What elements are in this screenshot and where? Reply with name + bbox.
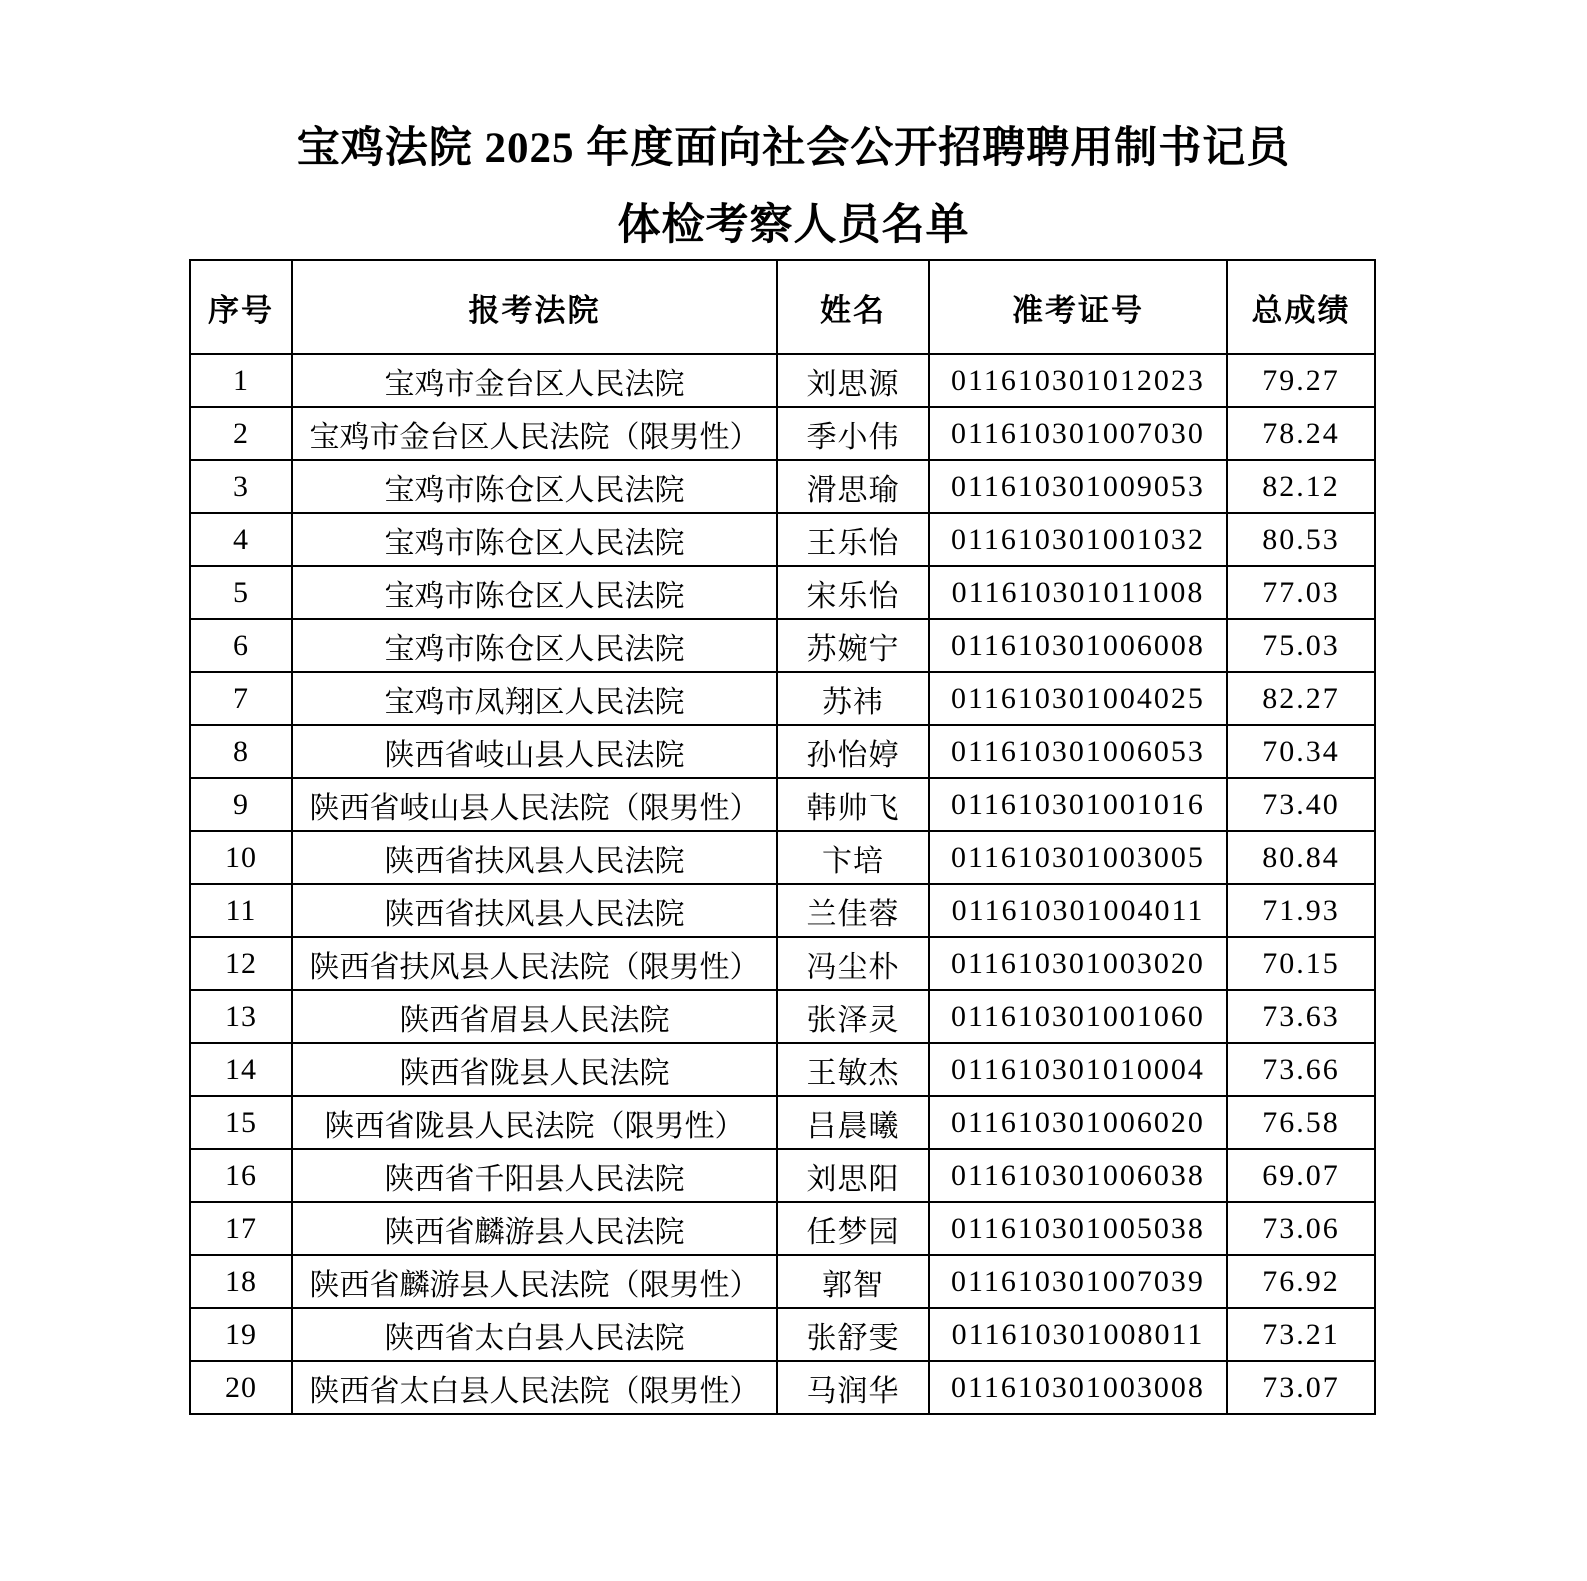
- name-cell: 卞培: [777, 831, 929, 884]
- name-cell: 韩帅飞: [777, 778, 929, 831]
- total-score-cell: 73.07: [1227, 1361, 1375, 1414]
- serial-number-cell: 16: [190, 1149, 292, 1202]
- applied-court-cell: 陕西省麟游县人民法院: [292, 1202, 777, 1255]
- total-score-cell: 80.84: [1227, 831, 1375, 884]
- ticket-number-cell: 011610301012023: [929, 354, 1227, 407]
- name-cell: 刘思源: [777, 354, 929, 407]
- serial-number-cell: 10: [190, 831, 292, 884]
- table-row: [190, 1096, 1375, 1149]
- total-score-cell: 79.27: [1227, 354, 1375, 407]
- total-score-cell: 73.66: [1227, 1043, 1375, 1096]
- header-total-score: 总成绩: [1227, 260, 1375, 354]
- applied-court-cell: 陕西省陇县人民法院: [292, 1043, 777, 1096]
- document-title-line-1: 宝鸡法院 2025 年度面向社会公开招聘聘用制书记员: [296, 125, 1291, 172]
- total-score-cell: 70.34: [1227, 725, 1375, 778]
- applied-court-cell: 宝鸡市凤翔区人民法院: [292, 672, 777, 725]
- serial-number-cell: 3: [190, 460, 292, 513]
- table-row: [190, 1255, 1375, 1308]
- applied-court-cell: 陕西省太白县人民法院: [292, 1308, 777, 1361]
- ticket-number-cell: 011610301004025: [929, 672, 1227, 725]
- ticket-number-cell: 011610301006053: [929, 725, 1227, 778]
- total-score-cell: 69.07: [1227, 1149, 1375, 1202]
- table-row: [190, 937, 1375, 990]
- serial-number-cell: 12: [190, 937, 292, 990]
- applied-court-cell: 陕西省麟游县人民法院（限男性）: [292, 1255, 777, 1308]
- serial-number-cell: 5: [190, 566, 292, 619]
- table-row: [190, 1043, 1375, 1096]
- name-cell: 冯尘朴: [777, 937, 929, 990]
- ticket-number-cell: 011610301005038: [929, 1202, 1227, 1255]
- serial-number-cell: 13: [190, 990, 292, 1043]
- ticket-number-cell: 011610301004011: [929, 884, 1227, 937]
- applied-court-cell: 陕西省扶风县人民法院（限男性）: [292, 937, 777, 990]
- table-header-row: [190, 260, 1375, 354]
- serial-number-cell: 18: [190, 1255, 292, 1308]
- ticket-number-cell: 011610301006008: [929, 619, 1227, 672]
- applied-court-cell: 陕西省眉县人民法院: [292, 990, 777, 1043]
- table-row: [190, 1202, 1375, 1255]
- total-score-cell: 77.03: [1227, 566, 1375, 619]
- total-score-cell: 82.12: [1227, 460, 1375, 513]
- total-score-cell: 78.24: [1227, 407, 1375, 460]
- document-title-line-2: 体检考察人员名单: [617, 202, 970, 249]
- name-cell: 吕晨曦: [777, 1096, 929, 1149]
- total-score-cell: 80.53: [1227, 513, 1375, 566]
- header-ticket-number: 准考证号: [929, 260, 1227, 354]
- table-row: [190, 990, 1375, 1043]
- ticket-number-cell: 011610301006020: [929, 1096, 1227, 1149]
- table-row: [190, 725, 1375, 778]
- total-score-cell: 76.58: [1227, 1096, 1375, 1149]
- applied-court-cell: 陕西省扶风县人民法院: [292, 831, 777, 884]
- ticket-number-cell: 011610301001016: [929, 778, 1227, 831]
- applied-court-cell: 宝鸡市陈仓区人民法院: [292, 566, 777, 619]
- table-row: [190, 884, 1375, 937]
- total-score-cell: 76.92: [1227, 1255, 1375, 1308]
- serial-number-cell: 4: [190, 513, 292, 566]
- name-cell: 任梦园: [777, 1202, 929, 1255]
- applied-court-cell: 宝鸡市金台区人民法院: [292, 354, 777, 407]
- roster-table: [189, 259, 1376, 1415]
- table-row: [190, 1149, 1375, 1202]
- applied-court-cell: 陕西省陇县人民法院（限男性）: [292, 1096, 777, 1149]
- total-score-cell: 82.27: [1227, 672, 1375, 725]
- serial-number-cell: 11: [190, 884, 292, 937]
- name-cell: 张舒雯: [777, 1308, 929, 1361]
- ticket-number-cell: 011610301001060: [929, 990, 1227, 1043]
- serial-number-cell: 6: [190, 619, 292, 672]
- total-score-cell: 70.15: [1227, 937, 1375, 990]
- table-row: [190, 672, 1375, 725]
- applied-court-cell: 陕西省岐山县人民法院（限男性）: [292, 778, 777, 831]
- ticket-number-cell: 011610301003008: [929, 1361, 1227, 1414]
- table-row: [190, 1361, 1375, 1414]
- table-row: [190, 513, 1375, 566]
- name-cell: 苏祎: [777, 672, 929, 725]
- table-row: [190, 619, 1375, 672]
- serial-number-cell: 19: [190, 1308, 292, 1361]
- total-score-cell: 75.03: [1227, 619, 1375, 672]
- total-score-cell: 73.63: [1227, 990, 1375, 1043]
- ticket-number-cell: 011610301001032: [929, 513, 1227, 566]
- name-cell: 王乐怡: [777, 513, 929, 566]
- total-score-cell: 73.06: [1227, 1202, 1375, 1255]
- serial-number-cell: 8: [190, 725, 292, 778]
- table-row: [190, 460, 1375, 513]
- name-cell: 滑思瑜: [777, 460, 929, 513]
- serial-number-cell: 15: [190, 1096, 292, 1149]
- table-row: [190, 566, 1375, 619]
- header-serial-number: 序号: [190, 260, 292, 354]
- serial-number-cell: 2: [190, 407, 292, 460]
- table-row: [190, 778, 1375, 831]
- name-cell: 兰佳蓉: [777, 884, 929, 937]
- applied-court-cell: 宝鸡市陈仓区人民法院: [292, 619, 777, 672]
- table-row: [190, 407, 1375, 460]
- name-cell: 宋乐怡: [777, 566, 929, 619]
- ticket-number-cell: 011610301003005: [929, 831, 1227, 884]
- name-cell: 张泽灵: [777, 990, 929, 1043]
- serial-number-cell: 14: [190, 1043, 292, 1096]
- header-name: 姓名: [777, 260, 929, 354]
- ticket-number-cell: 011610301007030: [929, 407, 1227, 460]
- ticket-number-cell: 011610301009053: [929, 460, 1227, 513]
- applied-court-cell: 宝鸡市陈仓区人民法院: [292, 513, 777, 566]
- header-applied-court: 报考法院: [292, 260, 777, 354]
- serial-number-cell: 1: [190, 354, 292, 407]
- name-cell: 苏婉宁: [777, 619, 929, 672]
- ticket-number-cell: 011610301007039: [929, 1255, 1227, 1308]
- table-row: [190, 1308, 1375, 1361]
- applied-court-cell: 陕西省太白县人民法院（限男性）: [292, 1361, 777, 1414]
- ticket-number-cell: 011610301003020: [929, 937, 1227, 990]
- applied-court-cell: 陕西省岐山县人民法院: [292, 725, 777, 778]
- name-cell: 孙怡婷: [777, 725, 929, 778]
- applied-court-cell: 宝鸡市陈仓区人民法院: [292, 460, 777, 513]
- name-cell: 季小伟: [777, 407, 929, 460]
- name-cell: 王敏杰: [777, 1043, 929, 1096]
- ticket-number-cell: 011610301010004: [929, 1043, 1227, 1096]
- name-cell: 郭智: [777, 1255, 929, 1308]
- ticket-number-cell: 011610301008011: [929, 1308, 1227, 1361]
- applied-court-cell: 陕西省千阳县人民法院: [292, 1149, 777, 1202]
- total-score-cell: 73.40: [1227, 778, 1375, 831]
- applied-court-cell: 陕西省扶风县人民法院: [292, 884, 777, 937]
- serial-number-cell: 20: [190, 1361, 292, 1414]
- ticket-number-cell: 011610301006038: [929, 1149, 1227, 1202]
- total-score-cell: 73.21: [1227, 1308, 1375, 1361]
- total-score-cell: 71.93: [1227, 884, 1375, 937]
- serial-number-cell: 17: [190, 1202, 292, 1255]
- ticket-number-cell: 011610301011008: [929, 566, 1227, 619]
- serial-number-cell: 7: [190, 672, 292, 725]
- name-cell: 马润华: [777, 1361, 929, 1414]
- serial-number-cell: 9: [190, 778, 292, 831]
- name-cell: 刘思阳: [777, 1149, 929, 1202]
- applied-court-cell: 宝鸡市金台区人民法院（限男性）: [292, 407, 777, 460]
- table-row: [190, 354, 1375, 407]
- table-row: [190, 831, 1375, 884]
